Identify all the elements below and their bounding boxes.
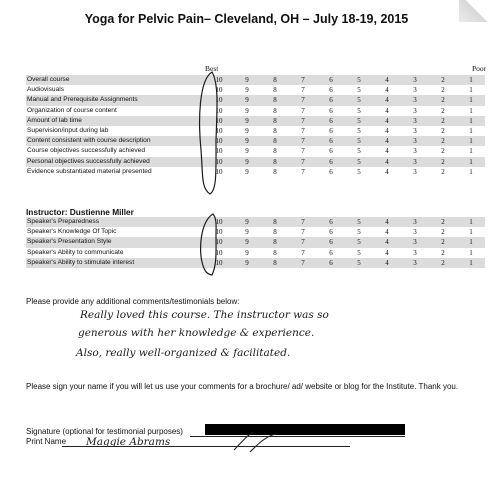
rating-option-3[interactable]: 3 bbox=[401, 95, 429, 105]
rating-option-4[interactable]: 4 bbox=[373, 217, 401, 227]
rating-option-2[interactable]: 2 bbox=[429, 95, 457, 105]
rating-option-10[interactable]: 10 bbox=[205, 95, 233, 105]
rating-option-9[interactable]: 9 bbox=[245, 127, 249, 136]
rating-option-5[interactable]: 5 bbox=[357, 248, 361, 257]
rating-option-8[interactable]: 8 bbox=[273, 167, 277, 176]
rating-option-1[interactable]: 1 bbox=[469, 167, 473, 176]
rating-option-10[interactable]: 10 bbox=[205, 157, 233, 167]
rating-option-6[interactable]: 6 bbox=[317, 157, 345, 167]
rating-option-1[interactable]: 1 bbox=[469, 106, 473, 115]
rating-option-8[interactable]: 8 bbox=[261, 217, 289, 227]
rating-option-5[interactable]: 5 bbox=[357, 127, 361, 136]
rating-option-6[interactable]: 6 bbox=[329, 147, 333, 156]
rating-option-4[interactable]: 4 bbox=[373, 116, 401, 126]
rating-option-7[interactable]: 7 bbox=[289, 157, 317, 167]
sign-permission-prompt: Please sign your name if you will let us use your comments for a brochure/ ad/ website or blog for the Institute. Thank you. bbox=[26, 382, 459, 391]
rating-option-4[interactable]: 4 bbox=[385, 248, 389, 257]
best-label: Best bbox=[205, 64, 219, 73]
speaker-selection-oval bbox=[201, 214, 217, 275]
rating-option-1[interactable]: 1 bbox=[457, 75, 485, 85]
rating-option-4[interactable]: 4 bbox=[385, 127, 389, 136]
rating-option-1[interactable]: 1 bbox=[469, 86, 473, 95]
rating-row-label: Overall course bbox=[26, 75, 205, 85]
rating-option-5[interactable]: 5 bbox=[345, 95, 373, 105]
rating-option-8[interactable]: 8 bbox=[261, 157, 289, 167]
rating-option-5[interactable]: 5 bbox=[345, 157, 373, 167]
rating-option-2[interactable]: 2 bbox=[441, 127, 445, 136]
rating-option-9[interactable]: 9 bbox=[245, 248, 249, 257]
rating-row-label: Personal objectives successfully achieved bbox=[26, 157, 205, 167]
rating-option-5[interactable]: 5 bbox=[357, 147, 361, 156]
rating-row-label: Organization of course content bbox=[27, 106, 117, 114]
rating-option-3[interactable]: 3 bbox=[413, 106, 417, 115]
rating-option-2[interactable]: 2 bbox=[429, 237, 457, 247]
rating-option-6[interactable]: 6 bbox=[317, 136, 345, 146]
rating-option-9[interactable]: 9 bbox=[245, 106, 249, 115]
rating-option-2[interactable]: 2 bbox=[429, 116, 457, 126]
rating-option-7[interactable]: 7 bbox=[301, 248, 305, 257]
rating-option-4[interactable]: 4 bbox=[373, 75, 401, 85]
rating-row-label: Speaker's Presentation Style bbox=[26, 237, 205, 247]
rating-option-10[interactable]: 10 bbox=[215, 167, 223, 176]
rating-row-label: Speaker's Ability to communicate bbox=[27, 248, 124, 256]
handwritten-comment-line-2: generous with her knowledge & experience. bbox=[78, 327, 315, 339]
rating-option-10[interactable]: 10 bbox=[215, 147, 223, 156]
rating-option-2[interactable]: 2 bbox=[441, 167, 445, 176]
rating-option-7[interactable]: 7 bbox=[289, 75, 317, 85]
rating-option-7[interactable]: 7 bbox=[301, 228, 305, 237]
rating-option-4[interactable]: 4 bbox=[385, 106, 389, 115]
rating-option-1[interactable]: 1 bbox=[457, 95, 485, 105]
rating-row-label: Supervision/input during lab bbox=[27, 127, 109, 135]
rating-option-9[interactable]: 9 bbox=[245, 147, 249, 156]
rating-option-2[interactable]: 2 bbox=[429, 157, 457, 167]
rating-option-2[interactable]: 2 bbox=[441, 147, 445, 156]
instructor-heading: Instructor: Dustienne Miller bbox=[26, 207, 134, 217]
rating-option-10[interactable]: 10 bbox=[205, 258, 233, 268]
rating-option-6[interactable]: 6 bbox=[317, 217, 345, 227]
rating-option-1[interactable]: 1 bbox=[469, 147, 473, 156]
rating-row-label: Course objectives successfully achieved bbox=[27, 147, 146, 155]
poor-label: Poor bbox=[472, 64, 487, 73]
rating-option-8[interactable]: 8 bbox=[273, 127, 277, 136]
print-name-label: Print Name bbox=[26, 437, 67, 446]
rating-option-8[interactable]: 8 bbox=[261, 116, 289, 126]
rating-option-7[interactable]: 7 bbox=[289, 237, 317, 247]
rating-option-5[interactable]: 5 bbox=[345, 136, 373, 146]
rating-option-10[interactable]: 10 bbox=[215, 248, 223, 257]
course-selection-oval bbox=[200, 72, 217, 194]
rating-option-8[interactable]: 8 bbox=[273, 248, 277, 257]
rating-option-1[interactable]: 1 bbox=[469, 127, 473, 136]
rating-option-9[interactable]: 9 bbox=[233, 237, 261, 247]
rating-option-4[interactable]: 4 bbox=[385, 167, 389, 176]
rating-option-7[interactable]: 7 bbox=[301, 106, 305, 115]
rating-option-8[interactable]: 8 bbox=[261, 95, 289, 105]
rating-option-3[interactable]: 3 bbox=[413, 127, 417, 136]
rating-option-1[interactable]: 1 bbox=[469, 228, 473, 237]
rating-option-7[interactable]: 7 bbox=[289, 136, 317, 146]
rating-option-3[interactable]: 3 bbox=[413, 248, 417, 257]
rating-option-8[interactable]: 8 bbox=[261, 136, 289, 146]
rating-option-4[interactable]: 4 bbox=[385, 86, 389, 95]
rating-option-1[interactable]: 1 bbox=[457, 116, 485, 126]
rating-option-7[interactable]: 7 bbox=[289, 95, 317, 105]
rating-option-10[interactable]: 10 bbox=[215, 127, 223, 136]
rating-option-4[interactable]: 4 bbox=[373, 258, 401, 268]
rating-option-3[interactable]: 3 bbox=[401, 136, 429, 146]
rating-option-5[interactable]: 5 bbox=[345, 75, 373, 85]
rating-option-5[interactable]: 5 bbox=[345, 116, 373, 126]
rating-option-3[interactable]: 3 bbox=[401, 75, 429, 85]
rating-option-5[interactable]: 5 bbox=[345, 217, 373, 227]
rating-option-9[interactable]: 9 bbox=[245, 167, 249, 176]
rating-option-1[interactable]: 1 bbox=[457, 136, 485, 146]
rating-option-5[interactable]: 5 bbox=[345, 237, 373, 247]
rating-row-label: Evidence substantiated material presented bbox=[27, 167, 152, 175]
rating-option-9[interactable]: 9 bbox=[233, 136, 261, 146]
signature-line bbox=[190, 436, 405, 437]
rating-row-label: Content consistent with course description bbox=[26, 136, 205, 146]
rating-option-10[interactable]: 10 bbox=[215, 86, 223, 95]
rating-option-4[interactable]: 4 bbox=[385, 228, 389, 237]
rating-row-label: Amount of lab time bbox=[26, 116, 205, 126]
rating-option-4[interactable]: 4 bbox=[385, 147, 389, 156]
rating-option-3[interactable]: 3 bbox=[401, 217, 429, 227]
rating-option-9[interactable]: 9 bbox=[233, 217, 261, 227]
rating-option-7[interactable]: 7 bbox=[301, 147, 305, 156]
rating-option-9[interactable]: 9 bbox=[245, 228, 249, 237]
rating-option-2[interactable]: 2 bbox=[429, 217, 457, 227]
rating-option-3[interactable]: 3 bbox=[401, 116, 429, 126]
rating-option-1[interactable]: 1 bbox=[469, 248, 473, 257]
rating-option-10[interactable]: 10 bbox=[205, 217, 233, 227]
rating-option-10[interactable]: 10 bbox=[205, 75, 233, 85]
rating-option-2[interactable]: 2 bbox=[429, 75, 457, 85]
rating-option-4[interactable]: 4 bbox=[373, 157, 401, 167]
rating-option-1[interactable]: 1 bbox=[457, 217, 485, 227]
rating-row-label: Speaker's Ability to stimulate interest bbox=[26, 258, 205, 268]
rating-option-3[interactable]: 3 bbox=[401, 258, 429, 268]
rating-option-8[interactable]: 8 bbox=[273, 228, 277, 237]
rating-option-9[interactable]: 9 bbox=[245, 86, 249, 95]
rating-option-8[interactable]: 8 bbox=[261, 258, 289, 268]
handwritten-comment-line-1: Really loved this course. The instructor was so bbox=[80, 309, 329, 321]
rating-option-5[interactable]: 5 bbox=[357, 228, 361, 237]
rating-option-6[interactable]: 6 bbox=[329, 167, 333, 176]
rating-option-3[interactable]: 3 bbox=[413, 167, 417, 176]
rating-option-10[interactable]: 10 bbox=[215, 228, 223, 237]
rating-option-3[interactable]: 3 bbox=[401, 157, 429, 167]
rating-option-10[interactable]: 10 bbox=[215, 106, 223, 115]
comments-prompt: Please provide any additional comments/testimonials below: bbox=[26, 297, 240, 306]
rating-option-1[interactable]: 1 bbox=[457, 237, 485, 247]
rating-option-5[interactable]: 5 bbox=[357, 106, 361, 115]
rating-option-6[interactable]: 6 bbox=[317, 237, 345, 247]
rating-option-8[interactable]: 8 bbox=[273, 86, 277, 95]
handwritten-comment-line-3: Also, really well-organized & facilitated. bbox=[76, 347, 291, 359]
rating-option-4[interactable]: 4 bbox=[373, 136, 401, 146]
rating-option-1[interactable]: 1 bbox=[457, 258, 485, 268]
rating-option-8[interactable]: 8 bbox=[261, 75, 289, 85]
print-name-handwritten: Maggie Abrams bbox=[86, 436, 171, 448]
rating-option-2[interactable]: 2 bbox=[441, 86, 445, 95]
rating-option-9[interactable]: 9 bbox=[233, 258, 261, 268]
rating-option-7[interactable]: 7 bbox=[289, 258, 317, 268]
rating-option-5[interactable]: 5 bbox=[345, 258, 373, 268]
rating-option-9[interactable]: 9 bbox=[233, 116, 261, 126]
rating-option-6[interactable]: 6 bbox=[317, 75, 345, 85]
rating-option-7[interactable]: 7 bbox=[289, 116, 317, 126]
rating-option-10[interactable]: 10 bbox=[205, 136, 233, 146]
rating-option-4[interactable]: 4 bbox=[373, 95, 401, 105]
rating-option-4[interactable]: 4 bbox=[373, 237, 401, 247]
rating-option-6[interactable]: 6 bbox=[329, 248, 333, 257]
rating-option-6[interactable]: 6 bbox=[317, 116, 345, 126]
rating-option-9[interactable]: 9 bbox=[233, 157, 261, 167]
rating-option-9[interactable]: 9 bbox=[233, 95, 261, 105]
rating-option-3[interactable]: 3 bbox=[401, 237, 429, 247]
rating-option-9[interactable]: 9 bbox=[233, 75, 261, 85]
rating-option-2[interactable]: 2 bbox=[441, 248, 445, 257]
signature-label: Signature (optional for testimonial purposes) bbox=[26, 427, 183, 436]
rating-option-3[interactable]: 3 bbox=[413, 147, 417, 156]
rating-option-7[interactable]: 7 bbox=[301, 167, 305, 176]
rating-option-2[interactable]: 2 bbox=[441, 106, 445, 115]
rating-option-3[interactable]: 3 bbox=[413, 86, 417, 95]
rating-option-8[interactable]: 8 bbox=[273, 147, 277, 156]
rating-option-8[interactable]: 8 bbox=[261, 237, 289, 247]
form-title: Yoga for Pelvic Pain– Cleveland, OH – July 18-19, 2015 bbox=[84, 12, 409, 26]
rating-option-6[interactable]: 6 bbox=[329, 228, 333, 237]
rating-option-2[interactable]: 2 bbox=[441, 228, 445, 237]
rating-option-8[interactable]: 8 bbox=[273, 106, 277, 115]
rating-option-6[interactable]: 6 bbox=[317, 95, 345, 105]
rating-row-label: Manual and Prerequisite Assignments bbox=[26, 95, 205, 105]
rating-option-10[interactable]: 10 bbox=[205, 237, 233, 247]
rating-option-10[interactable]: 10 bbox=[205, 116, 233, 126]
rating-row-label: Speaker's Knowledge Of Topic bbox=[27, 228, 117, 236]
rating-option-3[interactable]: 3 bbox=[413, 228, 417, 237]
rating-option-2[interactable]: 2 bbox=[429, 258, 457, 268]
signature-scribble bbox=[232, 430, 282, 454]
rating-option-6[interactable]: 6 bbox=[329, 106, 333, 115]
rating-option-5[interactable]: 5 bbox=[357, 167, 361, 176]
rating-option-7[interactable]: 7 bbox=[301, 127, 305, 136]
rating-option-1[interactable]: 1 bbox=[457, 157, 485, 167]
rating-option-7[interactable]: 7 bbox=[289, 217, 317, 227]
rating-row-label: Speaker's Preparedness bbox=[26, 217, 205, 227]
rating-option-7[interactable]: 7 bbox=[301, 86, 305, 95]
rating-option-6[interactable]: 6 bbox=[317, 258, 345, 268]
rating-option-6[interactable]: 6 bbox=[329, 127, 333, 136]
rating-row-label: Audiovisuals bbox=[27, 86, 65, 94]
rating-option-2[interactable]: 2 bbox=[429, 136, 457, 146]
rating-option-6[interactable]: 6 bbox=[329, 86, 333, 95]
rating-option-5[interactable]: 5 bbox=[357, 86, 361, 95]
